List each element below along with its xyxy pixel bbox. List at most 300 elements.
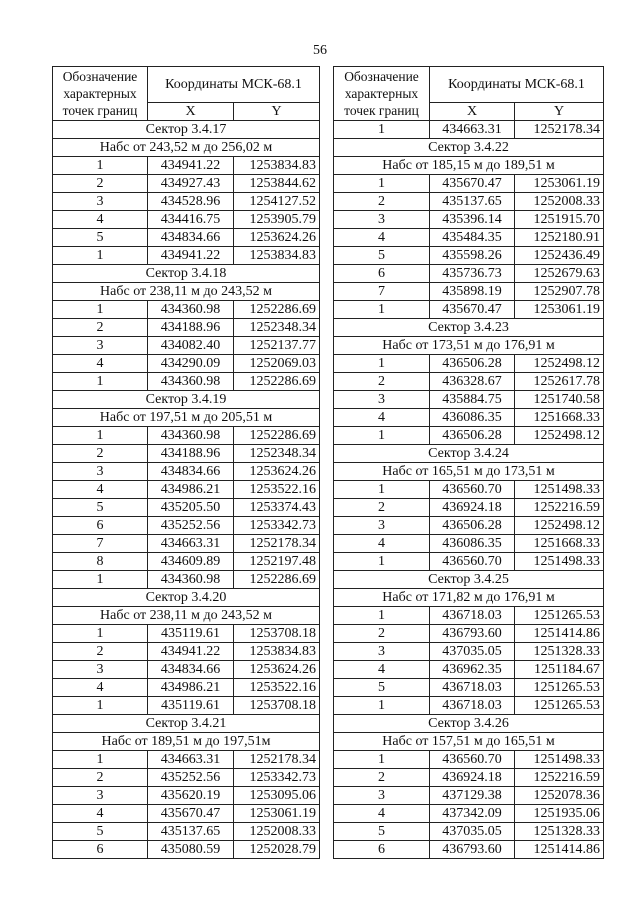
- table-row: [334, 175, 604, 193]
- x-coordinate: 436560.70: [430, 481, 515, 499]
- y-coordinate: 1253834.83: [234, 157, 320, 175]
- y-coordinate: 1251265.53: [515, 697, 604, 715]
- table-row: [53, 553, 320, 571]
- sector-title: Сектор 3.4.26: [334, 715, 604, 733]
- table-row: [334, 769, 604, 787]
- table-row: [334, 607, 604, 625]
- height-range-row: [53, 283, 320, 301]
- y-coordinate: 1253708.18: [234, 697, 320, 715]
- point-label-header: Обозначение характерных точек границ: [334, 67, 430, 121]
- y-coordinate: 1253342.73: [234, 517, 320, 535]
- x-coordinate: 435137.65: [148, 823, 234, 841]
- table-row: [334, 841, 604, 859]
- x-coordinate: 436924.18: [430, 769, 515, 787]
- table-row: [53, 571, 320, 589]
- point-number: 3: [334, 643, 430, 661]
- table-row: [334, 481, 604, 499]
- table-row: [334, 247, 604, 265]
- table-row: [53, 805, 320, 823]
- x-coordinate: 434082.40: [148, 337, 234, 355]
- table-row: [53, 679, 320, 697]
- x-coordinate: 434663.31: [148, 751, 234, 769]
- x-coordinate: 437342.09: [430, 805, 515, 823]
- x-coordinate: 437035.05: [430, 823, 515, 841]
- x-coordinate: 436962.35: [430, 661, 515, 679]
- table-row: [53, 427, 320, 445]
- table-row: [53, 643, 320, 661]
- sector-title: Сектор 3.4.24: [334, 445, 604, 463]
- x-coordinate: 434360.98: [148, 301, 234, 319]
- point-number: 4: [53, 679, 148, 697]
- y-coordinate: 1252286.69: [234, 571, 320, 589]
- y-coordinate: 1251265.53: [515, 607, 604, 625]
- y-coordinate: 1253061.19: [515, 175, 604, 193]
- x-coordinate: 434360.98: [148, 427, 234, 445]
- x-coordinate: 435080.59: [148, 841, 234, 859]
- table-row: [334, 193, 604, 211]
- y-coordinate: 1252498.12: [515, 517, 604, 535]
- y-coordinate: 1252178.34: [234, 751, 320, 769]
- table-row: [334, 265, 604, 283]
- table-row: [53, 823, 320, 841]
- table-row: [334, 787, 604, 805]
- table-row: [334, 283, 604, 301]
- sector-title: Сектор 3.4.18: [53, 265, 320, 283]
- point-number: 1: [53, 751, 148, 769]
- x-coordinate: 434834.66: [148, 661, 234, 679]
- sector-row: [53, 391, 320, 409]
- point-number: 4: [53, 805, 148, 823]
- sector-title: Сектор 3.4.17: [53, 121, 320, 139]
- x-coordinate: 434986.21: [148, 679, 234, 697]
- point-number: 1: [334, 481, 430, 499]
- x-coordinate: 435252.56: [148, 517, 234, 535]
- y-coordinate: 1251414.86: [515, 841, 604, 859]
- x-coordinate: 436506.28: [430, 517, 515, 535]
- table-row: [334, 535, 604, 553]
- point-number: 1: [53, 247, 148, 265]
- x-coordinate: 435670.47: [148, 805, 234, 823]
- table-row: [53, 841, 320, 859]
- x-coordinate: 434360.98: [148, 571, 234, 589]
- height-range: Набс от 197,51 м до 205,51 м: [53, 409, 320, 427]
- height-range: Набс от 243,52 м до 256,02 м: [53, 139, 320, 157]
- point-number: 6: [53, 517, 148, 535]
- y-coordinate: 1252078.36: [515, 787, 604, 805]
- table-row: [53, 463, 320, 481]
- point-number: 7: [53, 535, 148, 553]
- point-number: 4: [334, 535, 430, 553]
- y-coordinate: 1252180.91: [515, 229, 604, 247]
- y-coordinate: 1253522.16: [234, 481, 320, 499]
- y-coordinate: 1253834.83: [234, 247, 320, 265]
- sector-title: Сектор 3.4.22: [334, 139, 604, 157]
- y-coordinate: 1253342.73: [234, 769, 320, 787]
- y-coordinate: 1252498.12: [515, 355, 604, 373]
- y-coordinate: 1251668.33: [515, 535, 604, 553]
- coordinates-table-left: [52, 66, 320, 859]
- table-row: [53, 535, 320, 553]
- sector-title: Сектор 3.4.19: [53, 391, 320, 409]
- y-coordinate: 1253844.62: [234, 175, 320, 193]
- y-coordinate: 1251184.67: [515, 661, 604, 679]
- table-row: [53, 301, 320, 319]
- y-coordinate: 1252348.34: [234, 319, 320, 337]
- table-row: [334, 427, 604, 445]
- x-coordinate: 434941.22: [148, 643, 234, 661]
- table-row: [53, 517, 320, 535]
- x-coordinate: 434663.31: [148, 535, 234, 553]
- sector-row: [334, 571, 604, 589]
- sector-row: [334, 715, 604, 733]
- page-number: 56: [313, 43, 327, 58]
- point-number: 1: [334, 607, 430, 625]
- table-header-row: [53, 67, 320, 103]
- x-coordinate: 436793.60: [430, 841, 515, 859]
- x-coordinate: 434609.89: [148, 553, 234, 571]
- x-coordinate: 436506.28: [430, 427, 515, 445]
- x-coordinate: 437035.05: [430, 643, 515, 661]
- point-number: 3: [53, 661, 148, 679]
- table-row: [334, 697, 604, 715]
- sector-title: Сектор 3.4.25: [334, 571, 604, 589]
- y-coordinate: 1254127.52: [234, 193, 320, 211]
- height-range: Набс от 238,11 м до 243,52 м: [53, 283, 320, 301]
- x-coordinate: 434834.66: [148, 229, 234, 247]
- sector-title: Сектор 3.4.23: [334, 319, 604, 337]
- x-coordinate: 435119.61: [148, 625, 234, 643]
- x-coordinate: 435137.65: [430, 193, 515, 211]
- point-number: 3: [334, 391, 430, 409]
- y-coordinate: 1252286.69: [234, 373, 320, 391]
- y-coordinate: 1253834.83: [234, 643, 320, 661]
- point-number: 1: [334, 427, 430, 445]
- table-row: [334, 499, 604, 517]
- x-coordinate: 436793.60: [430, 625, 515, 643]
- point-number: 2: [53, 175, 148, 193]
- y-coordinate: 1251265.53: [515, 679, 604, 697]
- x-coordinate: 434188.96: [148, 319, 234, 337]
- y-coordinate: 1252498.12: [515, 427, 604, 445]
- x-coordinate: 435396.14: [430, 211, 515, 229]
- y-coordinate: 1253708.18: [234, 625, 320, 643]
- x-coordinate: 434941.22: [148, 157, 234, 175]
- table-row: [53, 319, 320, 337]
- x-coordinate: 434290.09: [148, 355, 234, 373]
- point-number: 4: [334, 409, 430, 427]
- table-row: [53, 337, 320, 355]
- y-coordinate: 1252679.63: [515, 265, 604, 283]
- x-coordinate: 434528.96: [148, 193, 234, 211]
- y-column-header: Y: [515, 103, 604, 121]
- table-row: [53, 751, 320, 769]
- y-coordinate: 1251498.33: [515, 553, 604, 571]
- point-number: 3: [334, 787, 430, 805]
- point-number: 1: [334, 697, 430, 715]
- point-number: 8: [53, 553, 148, 571]
- point-number: 1: [334, 553, 430, 571]
- table-row: [53, 157, 320, 175]
- x-coordinate: 436086.35: [430, 409, 515, 427]
- y-coordinate: 1252069.03: [234, 355, 320, 373]
- y-coordinate: 1251668.33: [515, 409, 604, 427]
- table-row: [334, 517, 604, 535]
- point-number: 1: [334, 751, 430, 769]
- sector-row: [53, 121, 320, 139]
- point-number: 2: [334, 499, 430, 517]
- point-number: 5: [334, 679, 430, 697]
- x-coordinate: 436924.18: [430, 499, 515, 517]
- table-row: [53, 355, 320, 373]
- y-coordinate: 1252436.49: [515, 247, 604, 265]
- table-row: [53, 373, 320, 391]
- y-coordinate: 1252286.69: [234, 427, 320, 445]
- sector-title: Сектор 3.4.20: [53, 589, 320, 607]
- point-number: 2: [53, 643, 148, 661]
- coordinates-table-right: [333, 66, 604, 859]
- table-row: [53, 625, 320, 643]
- table-row: [53, 661, 320, 679]
- y-coordinate: 1252907.78: [515, 283, 604, 301]
- table-row: [334, 805, 604, 823]
- height-range: Набс от 185,15 м до 189,51 м: [334, 157, 604, 175]
- table-row: [334, 211, 604, 229]
- table-row: [53, 211, 320, 229]
- x-coordinate: 436328.67: [430, 373, 515, 391]
- y-coordinate: 1253522.16: [234, 679, 320, 697]
- point-number: 4: [334, 805, 430, 823]
- table-row: [334, 229, 604, 247]
- x-coordinate: 435670.47: [430, 301, 515, 319]
- y-coordinate: 1251328.33: [515, 643, 604, 661]
- point-number: 3: [53, 193, 148, 211]
- x-coordinate: 434663.31: [430, 121, 515, 139]
- x-coordinate: 435484.35: [430, 229, 515, 247]
- y-coordinate: 1251328.33: [515, 823, 604, 841]
- height-range: Набс от 189,51 м до 197,51м: [53, 733, 320, 751]
- table-row: [334, 355, 604, 373]
- x-coordinate: 435898.19: [430, 283, 515, 301]
- point-number: 4: [53, 481, 148, 499]
- point-number: 1: [53, 625, 148, 643]
- point-number: 2: [53, 769, 148, 787]
- y-coordinate: 1251498.33: [515, 751, 604, 769]
- table-row: [53, 445, 320, 463]
- y-coordinate: 1251414.86: [515, 625, 604, 643]
- y-coordinate: 1253095.06: [234, 787, 320, 805]
- point-number: 1: [334, 301, 430, 319]
- point-number: 4: [334, 661, 430, 679]
- point-number: 1: [53, 301, 148, 319]
- table-row: [334, 391, 604, 409]
- table-row: [53, 499, 320, 517]
- x-coordinate: 435884.75: [430, 391, 515, 409]
- table-row: [53, 697, 320, 715]
- table-row: [53, 229, 320, 247]
- table-row: [53, 769, 320, 787]
- x-coordinate: 434927.43: [148, 175, 234, 193]
- x-column-header: X: [148, 103, 234, 121]
- point-number: 1: [53, 571, 148, 589]
- y-coordinate: 1253061.19: [515, 301, 604, 319]
- point-number: 6: [53, 841, 148, 859]
- point-number: 1: [53, 697, 148, 715]
- y-column-header: Y: [234, 103, 320, 121]
- y-coordinate: 1251915.70: [515, 211, 604, 229]
- table-row: [53, 787, 320, 805]
- point-number: 3: [53, 463, 148, 481]
- y-coordinate: 1251740.58: [515, 391, 604, 409]
- x-coordinate: 436718.03: [430, 607, 515, 625]
- table-row: [53, 247, 320, 265]
- coordinates-title-header: Координаты МСК-68.1: [430, 67, 604, 103]
- sector-row: [53, 589, 320, 607]
- point-number: 5: [334, 823, 430, 841]
- x-coordinate: 435670.47: [430, 175, 515, 193]
- x-coordinate: 435620.19: [148, 787, 234, 805]
- table-row: [334, 121, 604, 139]
- point-label-header: Обозначение характерных точек границ: [53, 67, 148, 121]
- table-row: [334, 679, 604, 697]
- sector-row: [53, 265, 320, 283]
- point-number: 6: [334, 841, 430, 859]
- point-number: 3: [53, 337, 148, 355]
- table-row: [334, 409, 604, 427]
- x-coordinate: 434360.98: [148, 373, 234, 391]
- y-coordinate: 1253624.26: [234, 661, 320, 679]
- point-number: 5: [53, 499, 148, 517]
- y-coordinate: 1253905.79: [234, 211, 320, 229]
- height-range-row: [334, 463, 604, 481]
- height-range-row: [53, 733, 320, 751]
- x-coordinate: 436506.28: [430, 355, 515, 373]
- sector-row: [334, 445, 604, 463]
- y-coordinate: 1251498.33: [515, 481, 604, 499]
- x-coordinate: 436086.35: [430, 535, 515, 553]
- y-coordinate: 1252216.59: [515, 499, 604, 517]
- point-number: 2: [334, 625, 430, 643]
- point-number: 1: [53, 373, 148, 391]
- x-coordinate: 437129.38: [430, 787, 515, 805]
- point-number: 5: [53, 823, 148, 841]
- point-number: 1: [53, 427, 148, 445]
- x-column-header: X: [430, 103, 515, 121]
- point-number: 3: [53, 787, 148, 805]
- height-range: Набс от 173,51 м до 176,91 м: [334, 337, 604, 355]
- point-number: 2: [53, 445, 148, 463]
- table-row: [334, 553, 604, 571]
- point-number: 2: [53, 319, 148, 337]
- y-coordinate: 1253061.19: [234, 805, 320, 823]
- point-number: 4: [53, 355, 148, 373]
- y-coordinate: 1253374.43: [234, 499, 320, 517]
- table-row: [334, 823, 604, 841]
- y-coordinate: 1252286.69: [234, 301, 320, 319]
- height-range-row: [53, 607, 320, 625]
- table-row: [53, 175, 320, 193]
- height-range: Набс от 157,51 м до 165,51 м: [334, 733, 604, 751]
- table-row: [334, 643, 604, 661]
- height-range-row: [334, 157, 604, 175]
- point-number: 4: [334, 229, 430, 247]
- point-number: 7: [334, 283, 430, 301]
- x-coordinate: 435736.73: [430, 265, 515, 283]
- table-row: [334, 661, 604, 679]
- sector-title: Сектор 3.4.21: [53, 715, 320, 733]
- height-range: Набс от 171,82 м до 176,91 м: [334, 589, 604, 607]
- point-number: 1: [334, 355, 430, 373]
- x-coordinate: 434834.66: [148, 463, 234, 481]
- height-range: Набс от 238,11 м до 243,52 м: [53, 607, 320, 625]
- height-range-row: [53, 139, 320, 157]
- table-row: [334, 751, 604, 769]
- y-coordinate: 1252178.34: [234, 535, 320, 553]
- x-coordinate: 436560.70: [430, 553, 515, 571]
- table-row: [53, 193, 320, 211]
- point-number: 2: [334, 373, 430, 391]
- y-coordinate: 1252028.79: [234, 841, 320, 859]
- sector-row: [334, 139, 604, 157]
- coordinates-title-header: Координаты МСК-68.1: [148, 67, 320, 103]
- point-number: 3: [334, 211, 430, 229]
- sector-row: [53, 715, 320, 733]
- height-range-row: [334, 733, 604, 751]
- x-coordinate: 435205.50: [148, 499, 234, 517]
- table-header-row: [334, 67, 604, 103]
- point-number: 2: [334, 193, 430, 211]
- height-range-row: [334, 589, 604, 607]
- y-coordinate: 1252197.48: [234, 553, 320, 571]
- y-coordinate: 1252008.33: [515, 193, 604, 211]
- sector-row: [334, 319, 604, 337]
- x-coordinate: 434986.21: [148, 481, 234, 499]
- point-number: 4: [53, 211, 148, 229]
- x-coordinate: 434188.96: [148, 445, 234, 463]
- height-range-row: [53, 409, 320, 427]
- point-number: 1: [334, 175, 430, 193]
- x-coordinate: 436718.03: [430, 679, 515, 697]
- y-coordinate: 1252348.34: [234, 445, 320, 463]
- x-coordinate: 434941.22: [148, 247, 234, 265]
- y-coordinate: 1252617.78: [515, 373, 604, 391]
- x-coordinate: 435119.61: [148, 697, 234, 715]
- y-coordinate: 1251935.06: [515, 805, 604, 823]
- x-coordinate: 435598.26: [430, 247, 515, 265]
- table-row: [334, 373, 604, 391]
- y-coordinate: 1252137.77: [234, 337, 320, 355]
- table-row: [334, 301, 604, 319]
- table-row: [53, 481, 320, 499]
- y-coordinate: 1252216.59: [515, 769, 604, 787]
- point-number: 1: [334, 121, 430, 139]
- point-number: 6: [334, 265, 430, 283]
- x-coordinate: 436718.03: [430, 697, 515, 715]
- point-number: 3: [334, 517, 430, 535]
- point-number: 2: [334, 769, 430, 787]
- y-coordinate: 1253624.26: [234, 229, 320, 247]
- point-number: 5: [53, 229, 148, 247]
- table-row: [334, 625, 604, 643]
- y-coordinate: 1253624.26: [234, 463, 320, 481]
- x-coordinate: 434416.75: [148, 211, 234, 229]
- height-range-row: [334, 337, 604, 355]
- height-range: Набс от 165,51 м до 173,51 м: [334, 463, 604, 481]
- x-coordinate: 436560.70: [430, 751, 515, 769]
- y-coordinate: 1252008.33: [234, 823, 320, 841]
- point-number: 5: [334, 247, 430, 265]
- x-coordinate: 435252.56: [148, 769, 234, 787]
- point-number: 1: [53, 157, 148, 175]
